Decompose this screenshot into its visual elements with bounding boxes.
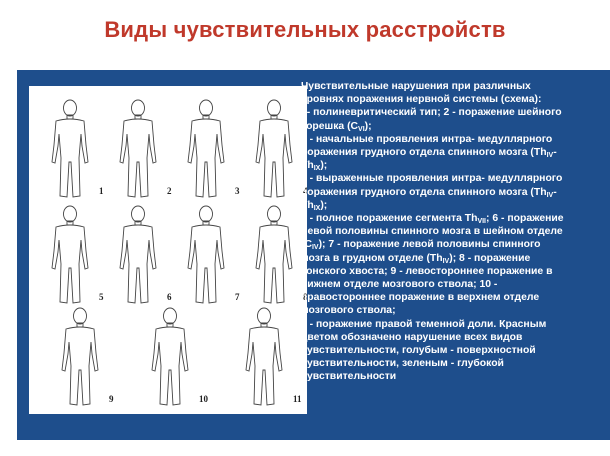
description-line: конского хвоста; 9 - левостороннее поражение в [301,265,553,277]
body-figures-svg [29,86,307,414]
description-line: корешка $(C_{VI})$; [301,120,372,133]
figure-number-label: 5 [99,292,104,302]
description-line: $Th_{IX}$); [301,199,328,212]
body-figure-11 [241,308,282,406]
figure-number-label: 11 [293,394,302,404]
description-text [301,80,610,384]
description-line: $Th_{IX}$); [301,160,328,173]
figure-number-label: 9 [109,394,114,404]
figure-number-label: 4 [303,186,307,196]
description-line: уровнях поражения нервной системы (схема): [301,94,542,106]
sensory-disorder-diagram [29,86,307,414]
body-figure-10 [147,308,188,406]
description-line: нижнем отделе мозгового ствола; 10 - [301,279,498,291]
body-figure-4 [256,100,292,197]
content-panel [17,70,610,440]
body-figure-3 [188,100,224,197]
description-line: $(C_{IV})$; 7 - поражение левой половины спинного [301,239,541,252]
description-line: правостороннее поражение в верхнем отделе [301,292,540,304]
slide-title: Виды чувствительных расстройств [104,17,506,42]
figure-number-label: 1 [99,186,104,196]
figure-number-label: 7 [235,292,240,302]
body-figure-8 [256,206,292,303]
figure-number-label: 3 [235,186,240,196]
description-line: левой половины спинного мозга в шейном отделе [301,226,563,238]
body-figure-9 [62,308,103,406]
description-line: I - полиневритический тип; 2 - поражение шейного [301,107,562,119]
body-figure-1 [47,100,93,198]
description-line: цветом обозначено нарушение всех видов [301,331,523,343]
figure-number-label: 2 [167,186,172,196]
description-line: чувствительности, зеленым - глубокой [301,358,504,370]
description-line: 4 - выраженные проявления интра- медуллярного [301,173,563,185]
description-line: 3 - начальные проявления интра- медуллярного [301,133,553,145]
body-figure-7 [183,206,229,304]
figure-number-label: 10 [199,394,208,404]
figure-number-label: 8 [303,292,307,302]
description-line: мозгового ствола; [301,305,396,317]
description-line: II - поражение правой теменной доли. Красным [301,318,547,330]
body-figure-5 [47,206,93,304]
body-figure-6 [115,206,161,304]
description-line: чувствительности [301,371,397,383]
description-line: Чувствительные нарушения при различных [301,81,531,92]
description-line: поражения грудного отдела спинного мозга ($Th_{IV}-$ [301,186,557,199]
body-figure-2 [120,100,156,197]
figure-number-label: 6 [167,292,172,302]
description-line: чувствительности, голубым - поверхностной [301,345,536,357]
description-line: поражения грудного отдела спинного мозга ($Th_{IV}-$ [301,147,557,160]
description-line: 5 - полное поражение сегмента $Th_{VII}$; 6 - поражение [301,213,564,226]
description-line: мозга в грудном отделе $(Th_{IV})$; 8 - поражение [301,252,531,265]
